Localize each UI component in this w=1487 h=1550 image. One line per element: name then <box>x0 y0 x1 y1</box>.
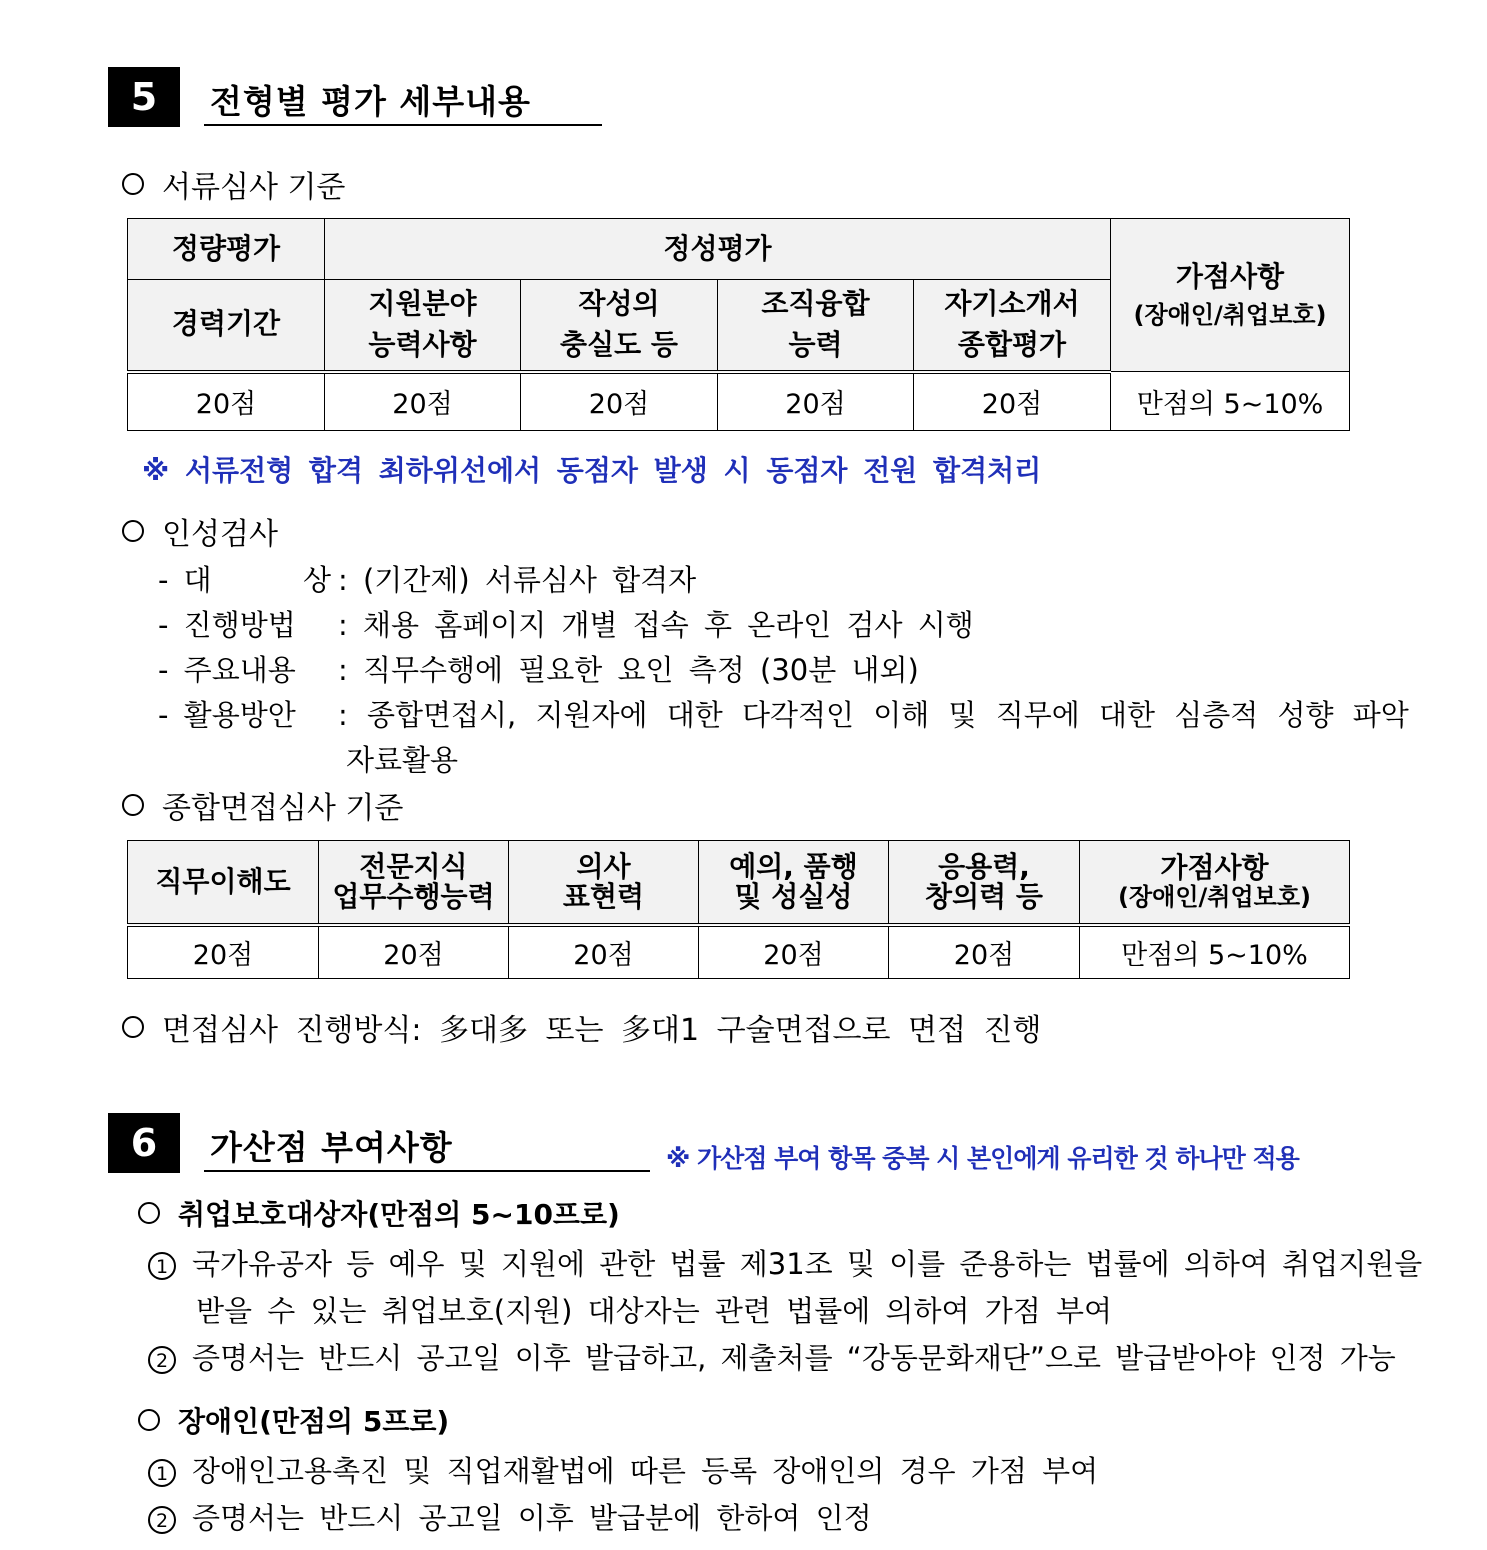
circled-number-icon: 1 <box>148 1252 176 1280</box>
value-cell: 20점 <box>521 372 718 431</box>
col-header-line: 업무수행능력 <box>332 879 495 913</box>
circle-bullet-icon <box>122 520 144 542</box>
col-header-line: 직무이해도 <box>155 865 291 899</box>
value-cell: 20점 <box>319 925 509 979</box>
col-header <box>325 280 521 372</box>
doc-review-heading <box>122 162 345 206</box>
personality-item <box>158 603 974 644</box>
interview-heading-text: 종합면접심사 기준 <box>162 791 404 826</box>
circle-bullet-icon <box>122 173 144 195</box>
personality-item <box>158 558 696 599</box>
value-cell: 20점 <box>889 925 1080 979</box>
col-header-line: 응용력, <box>938 850 1030 884</box>
interview-table <box>127 840 1350 979</box>
interview-method-text: 면접심사 진행방식: 多대多 또는 多대1 구술면접으로 면접 진행 <box>162 1013 1042 1048</box>
circle-bullet-icon <box>138 1202 160 1224</box>
personality-continuation: 자료활용 <box>346 743 459 777</box>
item-text: : 직무수행에 필요한 요인 측정 (30분 내외) <box>338 653 919 687</box>
item-text: 증명서는 반드시 공고일 이후 발급분에 한하여 인정 <box>192 1501 872 1535</box>
disabled-heading-text: 장애인(만점의 5프로) <box>178 1405 450 1438</box>
col-header-line: (장애인/취업보호) <box>1118 883 1311 912</box>
col-header <box>128 841 319 925</box>
value-cell: 20점 <box>699 925 889 979</box>
col-header <box>509 841 699 925</box>
col-header-line: 능력 <box>788 327 843 361</box>
employment-item <box>148 1336 1396 1377</box>
personality-item <box>158 693 1409 734</box>
section-title-6: 가산점 부여사항 <box>204 1122 650 1172</box>
employment-heading-text: 취업보호대상자(만점의 5~10프로) <box>178 1198 620 1231</box>
circle-bullet-icon <box>122 794 144 816</box>
doc-review-note: ※ 서류전형 합격 최하위선에서 동점자 발생 시 동점자 전원 합격처리 <box>142 454 1042 487</box>
quant-header: 정량평가 <box>128 219 325 280</box>
col-header <box>128 280 325 372</box>
employment-item-continuation: 받을 수 있는 취업보호(지원) 대상자는 관련 법률에 의하여 가점 부여 <box>196 1294 1112 1328</box>
doc-review-heading-text: 서류심사 기준 <box>162 170 346 205</box>
col-header-line: 예의, 품행 <box>729 850 858 884</box>
col-header-line: 경력기간 <box>171 307 281 341</box>
item-text: : (기간제) 서류심사 합격자 <box>338 563 697 597</box>
doc-review-table <box>127 218 1350 431</box>
personality-heading-text: 인성검사 <box>162 517 278 552</box>
circle-bullet-icon <box>122 1016 144 1038</box>
section-number-5: 5 <box>108 67 180 127</box>
circled-number-icon: 1 <box>148 1459 176 1487</box>
col-header-line: 의사 <box>576 850 631 884</box>
value-cell: 20점 <box>128 925 319 979</box>
value-cell: 20점 <box>914 372 1111 431</box>
personality-item <box>158 648 919 689</box>
col-header-line: 표현력 <box>562 879 645 913</box>
col-header <box>889 841 1080 925</box>
col-header <box>718 280 914 372</box>
col-header-line: 종합평가 <box>957 327 1067 361</box>
col-header-line: 및 성실성 <box>734 879 853 913</box>
item-text: 국가유공자 등 예우 및 지원에 관한 법률 제31조 및 이를 준용하는 법률에 의하여 취업지원을 <box>192 1247 1423 1281</box>
section6-note: ※ 가산점 부여 항목 중복 시 본인에게 유리한 것 하나만 적용 <box>666 1144 1299 1173</box>
value-cell: 만점의 5~10% <box>1080 925 1350 979</box>
disabled-heading <box>138 1400 449 1440</box>
col-header-line: 지원분야 <box>368 287 477 321</box>
value-cell: 20점 <box>128 372 325 431</box>
section-title-5: 전형별 평가 세부내용 <box>204 76 602 126</box>
disabled-item <box>148 1449 1098 1490</box>
col-header-line: 가점사항 <box>1160 850 1269 884</box>
qual-header: 정성평가 <box>325 219 1111 280</box>
col-header-line: 능력사항 <box>368 327 477 361</box>
interview-method <box>122 1005 1042 1049</box>
item-text: : 채용 홈페이지 개별 접속 후 온라인 검사 시행 <box>338 608 974 642</box>
col-header-line: 창의력 등 <box>925 879 1043 913</box>
table-row <box>128 372 1350 431</box>
col-header <box>699 841 889 925</box>
circled-number-icon: 2 <box>148 1346 176 1374</box>
item-label: - 진행방법 <box>158 608 296 642</box>
col-header-line: 작성의 <box>578 287 660 321</box>
disabled-item <box>148 1496 872 1537</box>
item-label: - 대 상 <box>158 563 332 597</box>
col-header <box>1080 841 1350 925</box>
col-header-line: 자기소개서 <box>944 287 1080 321</box>
col-header <box>521 280 718 372</box>
employment-heading <box>138 1193 620 1233</box>
bonus-header-title: 가점사항 <box>1175 260 1285 294</box>
bonus-header <box>1111 219 1350 372</box>
value-cell: 20점 <box>718 372 914 431</box>
value-cell: 20점 <box>325 372 521 431</box>
employment-item <box>148 1242 1422 1283</box>
value-cell: 20점 <box>509 925 699 979</box>
circled-number-icon: 2 <box>148 1506 176 1534</box>
value-cell: 만점의 5~10% <box>1111 372 1350 431</box>
bonus-header-sub: (장애인/취업보호) <box>1133 300 1327 329</box>
item-label: - 활용방안 <box>158 698 296 732</box>
interview-heading <box>122 783 403 827</box>
item-text: : 종합면접시, 지원자에 대한 다각적인 이해 및 직무에 대한 심층적 성향 파악 <box>338 698 1409 732</box>
item-label: - 주요내용 <box>158 653 296 687</box>
item-text: 증명서는 반드시 공고일 이후 발급하고, 제출처를 “강동문화재단”으로 발급받아야 인정 가능 <box>192 1341 1396 1375</box>
col-header-line: 조직융합 <box>761 287 870 321</box>
col-header <box>914 280 1111 372</box>
personality-heading <box>122 509 278 553</box>
col-header <box>319 841 509 925</box>
table-row <box>128 925 1350 979</box>
col-header-line: 충실도 등 <box>560 327 678 361</box>
section-number-6: 6 <box>108 1113 180 1173</box>
col-header-line: 전문지식 <box>359 850 468 884</box>
circle-bullet-icon <box>138 1409 160 1431</box>
item-text: 장애인고용촉진 및 직업재활법에 따른 등록 장애인의 경우 가점 부여 <box>192 1454 1099 1488</box>
